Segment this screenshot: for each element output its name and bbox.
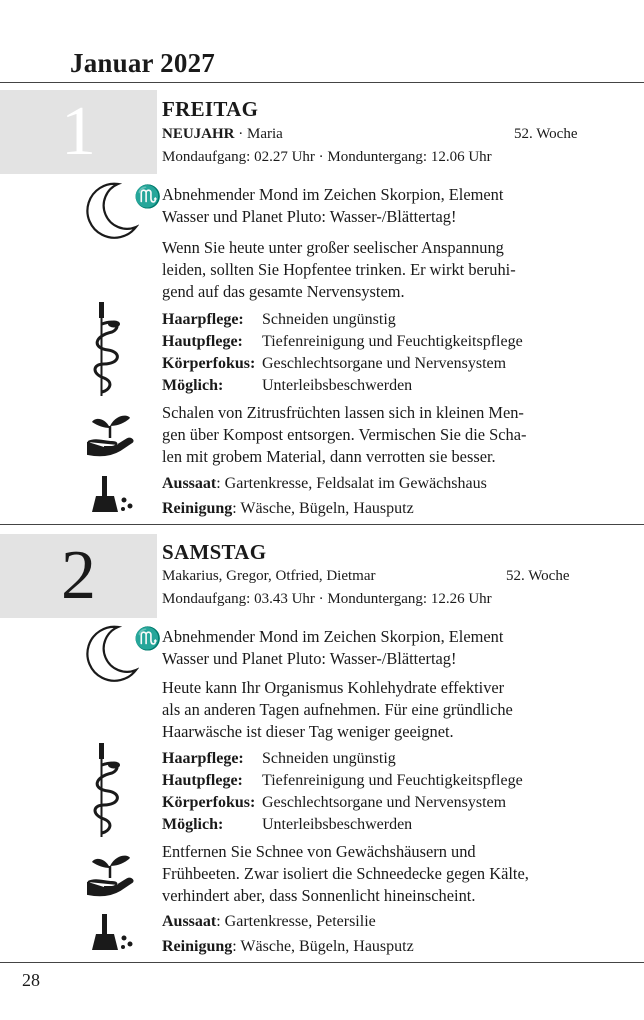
page-number: 28 (22, 970, 40, 990)
scorpio-sign-icon: ♏ (134, 626, 162, 651)
aussaat-line: Aussaat: Gartenkresse, Feldsalat im Gewächshaus (162, 475, 487, 492)
care-list (162, 748, 523, 836)
aussaat-line: Aussaat: Gartenkresse, Petersilie (162, 913, 376, 930)
seedling-in-hand-icon (84, 412, 136, 458)
saint-names: · Maria (234, 126, 283, 142)
weekday-title: FREITAG (162, 97, 259, 121)
care-row-body: Körperfokus: Geschlechtsorgane und Nervensystem (162, 355, 507, 372)
garden-tip: Entfernen Sie Schnee von Gewächshäusern und Frühbeeten. Zwar isoliert die Schneedecke gegen Kälte, verhindert aber, dass Sonnenlicht hineinscheint. (162, 842, 529, 905)
reinigung-line: Reinigung: Wäsche, Bügeln, Hausputz (162, 938, 414, 955)
holiday-name: NEUJAHR (162, 126, 235, 142)
crescent-moon-icon (84, 624, 139, 684)
care-row-possible: Möglich: Unterleibsbeschwerden (162, 816, 413, 833)
care-row-skin: Hautpflege: Tiefenreinigung und Feuchtigkeitspflege (162, 333, 523, 350)
month-title: Januar 2027 (70, 48, 215, 78)
health-tip: Wenn Sie heute unter großer seelischer Anspannung leiden, sollten Sie Hopfentee trinken. Er wirkt beruhi- gend auf das gesamte Nervensystem. (162, 238, 516, 301)
footer-rule (0, 962, 644, 963)
care-row-body: Körperfokus: Geschlechtsorgane und Nervensystem (162, 794, 507, 811)
day-separator (0, 524, 644, 525)
care-row-hair: Haarpflege: Schneiden ungünstig (162, 311, 396, 328)
broom-icon (90, 914, 136, 952)
day-number-box (0, 90, 157, 174)
moon-times: Mondaufgang: 02.27 Uhr · Monduntergang: 12.06 Uhr (162, 149, 492, 165)
health-tip: Heute kann Ihr Organismus Kohlehydrate effektiver als an anderen Tagen aufnehmen. Für eine gründliche Haarwäsche ist dieser Tag weniger geeignet. (162, 678, 513, 741)
moon-description: Abnehmender Mond im Zeichen Skorpion, Element Wasser und Planet Pluto: Wasser-/Blättertag! (162, 627, 504, 668)
day-number: 2 (61, 537, 96, 614)
care-row-hair: Haarpflege: Schneiden ungünstig (162, 750, 396, 767)
day-number: 1 (61, 93, 96, 170)
care-list (162, 309, 523, 397)
week-number: 52. Woche (506, 568, 570, 584)
care-row-possible: Möglich: Unterleibsbeschwerden (162, 377, 413, 394)
reinigung-line: Reinigung: Wäsche, Bügeln, Hausputz (162, 500, 414, 517)
garden-tip: Schalen von Zitrusfrüchten lassen sich in kleinen Men- gen über Kompost entsorgen. Vermischen Sie die Scha- len mit grobem Material, dann verrotten sie besser. (162, 403, 527, 466)
weekday-title: SAMSTAG (162, 540, 267, 564)
saint-names: Makarius, Gregor, Otfried, Dietmar (162, 568, 376, 584)
day-number-box (0, 534, 157, 618)
header-rule (0, 82, 644, 83)
scorpio-sign-icon: ♏ (134, 184, 162, 209)
week-number: 52. Woche (514, 126, 578, 142)
rod-of-asclepius-icon (88, 302, 128, 400)
day-names-line (162, 568, 376, 585)
day-names-line (162, 126, 283, 143)
rod-of-asclepius-icon (88, 743, 128, 841)
care-row-skin: Hautpflege: Tiefenreinigung und Feuchtigkeitspflege (162, 772, 523, 789)
seedling-in-hand-icon (84, 852, 136, 898)
moon-description: Abnehmender Mond im Zeichen Skorpion, Element Wasser und Planet Pluto: Wasser-/Blättertag! (162, 185, 504, 226)
broom-icon (90, 476, 136, 514)
crescent-moon-icon (84, 181, 139, 241)
moon-times: Mondaufgang: 03.43 Uhr · Monduntergang: 12.26 Uhr (162, 591, 492, 607)
